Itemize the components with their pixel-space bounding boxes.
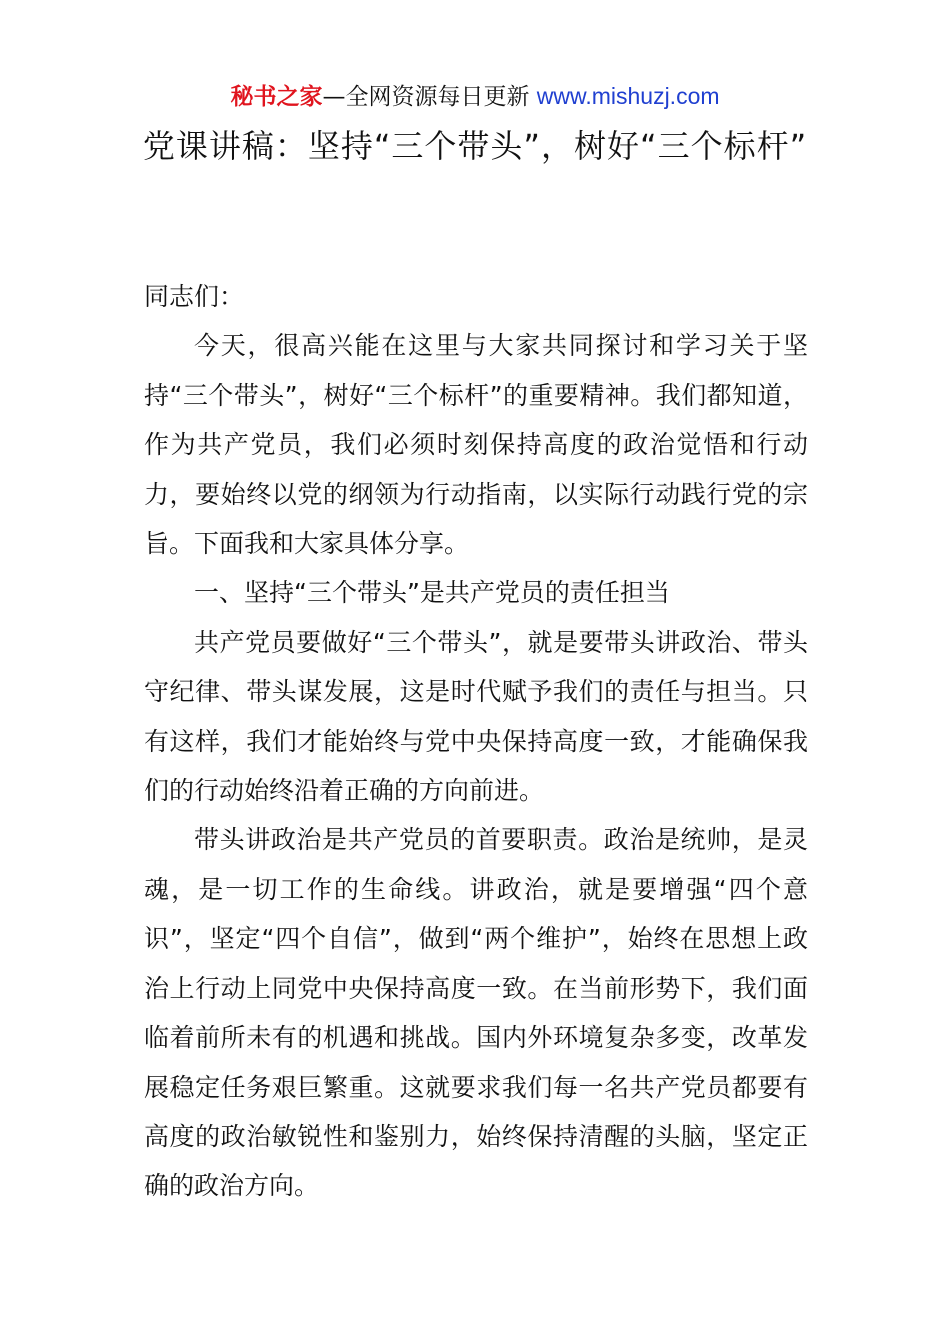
paragraph-three-leads: 共产党员要做好“三个带头”，就是要带头讲政治、带头守纪律、带头谋发展，这是时代赋予我们的责任与担当。只有这样，我们才能始终与党中央保持高度一致，才能确保我们的行动始终沿着正确的方向前进。: [144, 627, 808, 806]
document-title: 党课讲稿：坚持“三个带头”，树好“三个标杆”: [142, 127, 808, 165]
paragraph-intro: 今天，很高兴能在这里与大家共同探讨和学习关于坚持“三个带头”，树好“三个标杆”的重要精神。我们都知道，作为共产党员，我们必须时刻保持高度的政治觉悟和行动力，要始终以党的纲领为行动指南，以实际行动践行党的宗旨。下面我和大家具体分享。: [144, 331, 808, 559]
site-brand: 秘书之家: [230, 84, 323, 110]
salutation: 同志们：: [144, 282, 245, 311]
document-body: [144, 272, 808, 1211]
site-header: [0, 80, 950, 113]
site-url-link[interactable]: www.mishuzj.com: [536, 83, 720, 109]
section-heading-1: 一、坚持“三个带头”是共产党员的责任担当: [194, 578, 670, 608]
paragraph-politics: 带头讲政治是共产党员的首要职责。政治是统帅，是灵魂，是一切工作的生命线。讲政治，就是要增强“四个意识”，坚定“四个自信”，做到“两个维护”，始终在思想上政治上行动上同党中央保持高度一致。在当前形势下，我们面临着前所未有的机遇和挑战。国内外环境复杂多变，改革发展稳定任务艰巨繁重。这就要求我们每一名共产党员都要有高度的政治敏锐性和鉴别力，始终保持清醒的头脑，坚定正确的政治方向。: [144, 825, 808, 1201]
site-tagline: —全网资源每日更新: [322, 84, 537, 110]
